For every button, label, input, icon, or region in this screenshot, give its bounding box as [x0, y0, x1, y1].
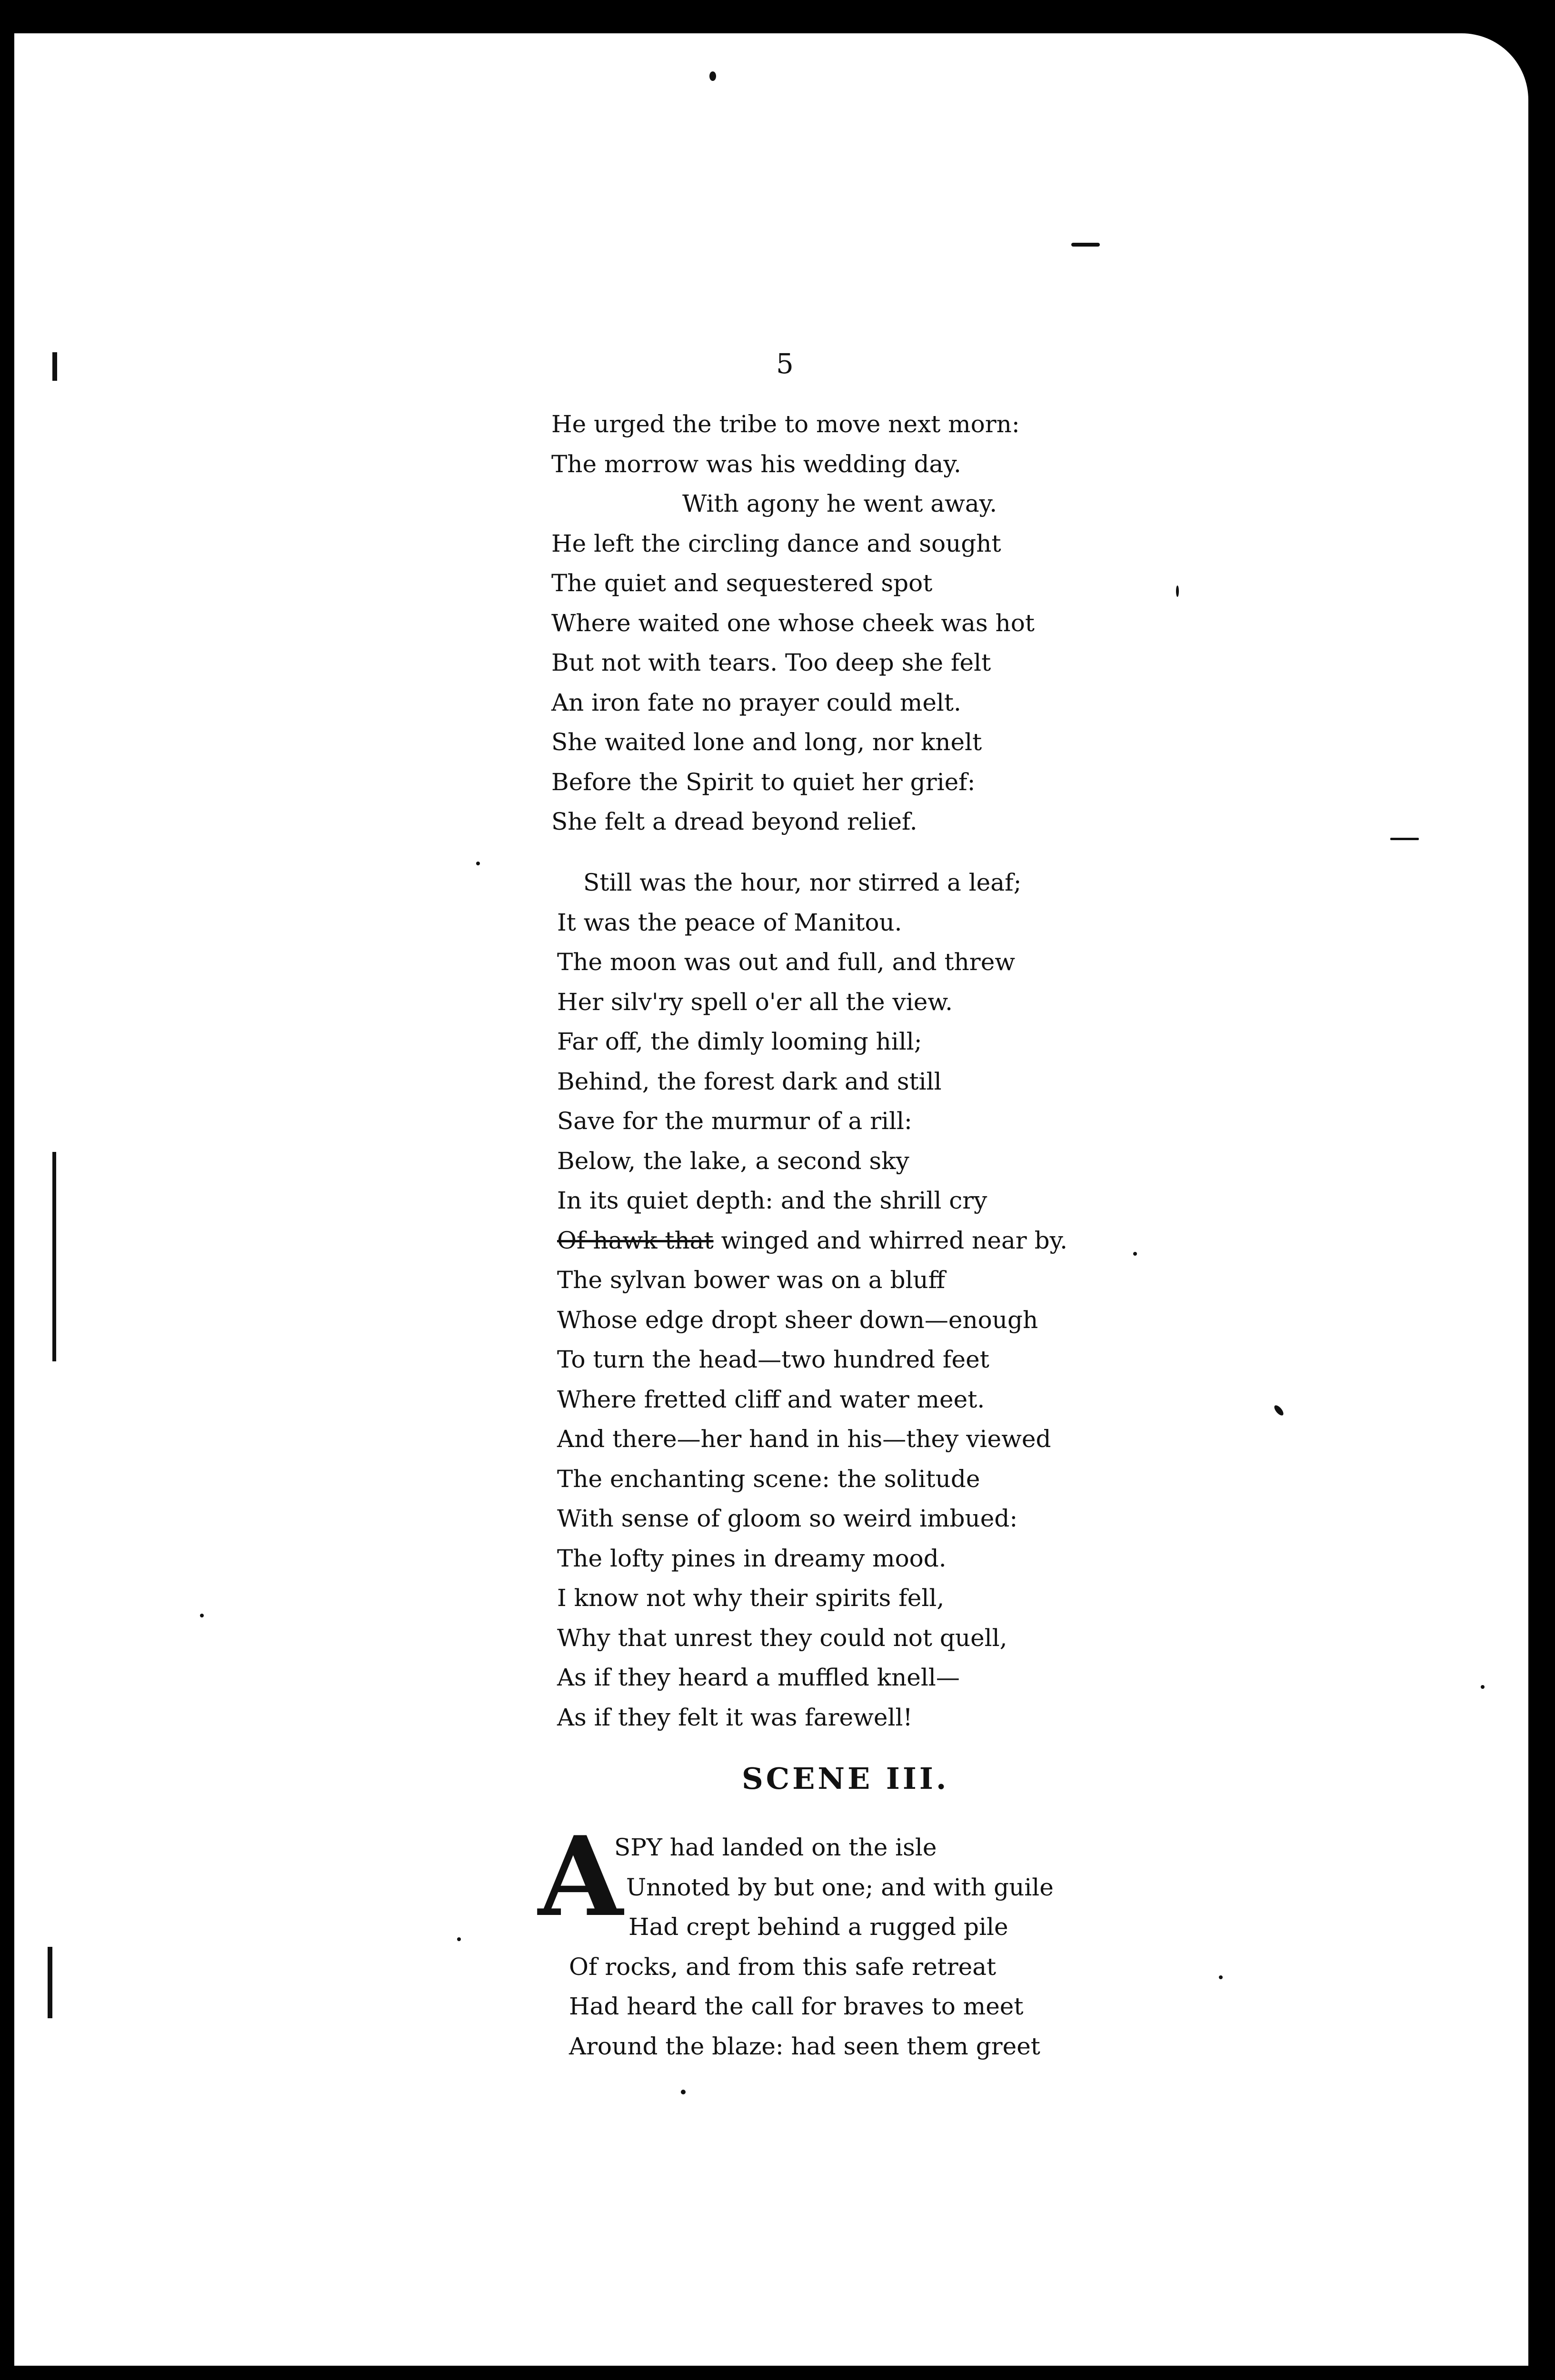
poem-line: The lofty pines in dreamy mood. [557, 1544, 947, 1572]
scan-speck [1133, 1252, 1137, 1256]
poem-line: As if they felt it was farewell! [557, 1703, 913, 1731]
poem-line: Far off, the dimly looming hill; [557, 1028, 922, 1055]
scan-speck [457, 1937, 461, 1941]
poem-line: To turn the head—two hundred feet [557, 1346, 989, 1373]
scan-edge-mark [52, 1152, 56, 1361]
poem-line: Where fretted cliff and water meet. [557, 1385, 985, 1413]
scan-speck [1390, 838, 1419, 840]
poem-line: Of rocks, and from this safe retreat [569, 1953, 997, 1981]
unstruck-text: winged and whirred near by. [713, 1226, 1068, 1254]
poem-line: In its quiet depth: and the shrill cry [557, 1187, 987, 1214]
poem-line: She felt a dread beyond relief. [551, 808, 917, 835]
poem-line: The morrow was his wedding day. [551, 450, 961, 478]
scan-speck [1071, 243, 1100, 247]
poem-line: Her silv'ry spell o'er all the view. [557, 988, 953, 1016]
scan-speck [1273, 1404, 1285, 1417]
scene-three-verse [569, 1828, 1054, 2066]
poem-line: With agony he went away. [682, 490, 997, 517]
scan-speck [1176, 585, 1179, 597]
poem-line: Whose edge dropt sheer down—enough [557, 1306, 1038, 1334]
poem-line: As if they heard a muffled knell— [557, 1664, 960, 1691]
scene-heading: SCENE III. [742, 1761, 949, 1796]
poem-line: SPY had landed on the isle [614, 1834, 937, 1861]
poem-line: An iron fate no prayer could melt. [551, 688, 961, 716]
poem-line: With sense of gloom so weird imbued: [557, 1505, 1018, 1532]
stanza-2 [557, 863, 1067, 1737]
ornamental-drop-cap: A [538, 1813, 623, 1941]
scan-speck [476, 862, 480, 865]
scan-edge-mark [52, 352, 57, 381]
poem-line: Why that unrest they could not quell, [557, 1624, 1007, 1652]
scan-speck [1219, 1975, 1223, 1979]
poem-line: Save for the murmur of a rill: [557, 1107, 912, 1135]
page-number: 5 [776, 347, 794, 380]
poem-line-with-strikethrough [557, 1221, 1067, 1261]
scan-edge-mark [48, 1947, 52, 2018]
poem-line: Where waited one whose cheek was hot [551, 609, 1035, 637]
struck-text: Of hawk that [557, 1226, 714, 1254]
poem-line: She waited lone and long, nor knelt [551, 728, 982, 756]
poem-line: It was the peace of Manitou. [557, 908, 902, 936]
poem-line: Unnoted by but one; and with guile [626, 1873, 1054, 1901]
stanza-1 [551, 405, 1035, 842]
poem-line: Had heard the call for braves to meet [569, 1993, 1024, 2020]
poem-line: The moon was out and full, and threw [557, 948, 1016, 976]
scan-speck [709, 71, 716, 81]
poem-line: Behind, the forest dark and still [557, 1067, 942, 1095]
poem-line: Had crept behind a rugged pile [628, 1913, 1008, 1941]
poem-line: Before the Spirit to quiet her grief: [551, 768, 976, 796]
poem-line: Still was the hour, nor stirred a leaf; [583, 869, 1022, 896]
poem-line: He urged the tribe to move next morn: [551, 410, 1020, 438]
poem-line: The quiet and sequestered spot [551, 569, 933, 597]
poem-line: He left the circling dance and sought [551, 529, 1001, 557]
poem-line: The sylvan bower was on a bluff [557, 1266, 946, 1294]
poem-line: Below, the lake, a second sky [557, 1147, 909, 1175]
poem-line: But not with tears. Too deep she felt [551, 649, 991, 676]
scan-speck [681, 2090, 686, 2094]
poem-line: I know not why their spirits fell, [557, 1584, 945, 1612]
book-page [14, 33, 1528, 2366]
scan-speck [1481, 1685, 1485, 1689]
poem-line: The enchanting scene: the solitude [557, 1465, 980, 1493]
poem-line: Around the blaze: had seen them greet [569, 2032, 1040, 2060]
scan-speck [200, 1614, 204, 1617]
poem-line: And there—her hand in his—they viewed [557, 1425, 1051, 1453]
